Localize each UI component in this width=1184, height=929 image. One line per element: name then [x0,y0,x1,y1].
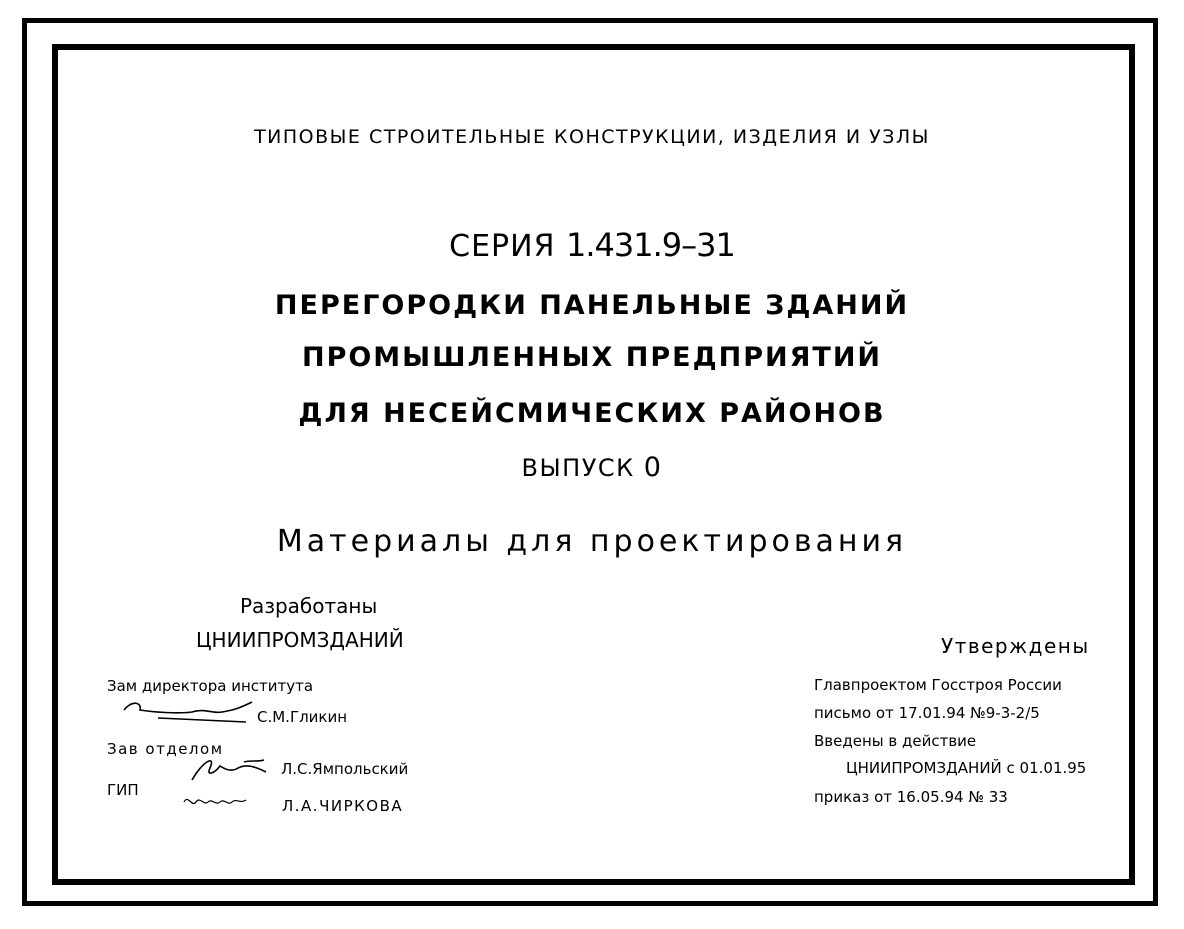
title-line-3: ДЛЯ НЕСЕЙСМИЧЕСКИХ РАЙОНОВ [298,398,886,429]
approval-line-3: Введены в действие [814,732,977,750]
department-head-signature [184,752,276,784]
deputy-director-name: С.М.Гликин [257,708,348,726]
chief-engineer-signature [180,792,250,814]
series-label: СЕРИЯ [449,229,556,264]
chief-engineer-title: ГИП [107,781,139,799]
approval-line-1: Главпроектом Госстроя России [814,676,1062,694]
issue-heading [0,452,1184,483]
deputy-director-title: Зам директора института [107,677,314,695]
developer-organization: ЦНИИПРОМЗДАНИЙ [196,628,404,652]
issue-label: ВЫПУСК [521,454,635,482]
deputy-director-signature [118,698,258,724]
developed-label: Разработаны [240,594,378,618]
approval-line-5: приказ от 16.05.94 № 33 [814,788,1008,806]
series-number: 1.431.9–31 [565,226,735,264]
document-category: ТИПОВЫЕ СТРОИТЕЛЬНЫЕ КОНСТРУКЦИИ, ИЗДЕЛИЯ И УЗЛЫ [254,126,930,148]
approval-line-4: ЦНИИПРОМЗДАНИЙ с 01.01.95 [846,759,1087,777]
chief-engineer-name: Л.А.ЧИРКОВА [282,797,404,815]
approved-label: Утверждены [941,634,1090,658]
title-line-1: ПЕРЕГОРОДКИ ПАНЕЛЬНЫЕ ЗДАНИЙ [274,290,910,321]
department-head-name: Л.С.Ямпольский [281,760,409,778]
department-head-title: Зав отделом [107,740,224,758]
series-heading [0,226,1184,264]
issue-number: 0 [643,452,663,483]
document-subtitle: Материалы для проектирования [276,524,908,559]
approval-line-2: письмо от 17.01.94 №9-3-2/5 [814,704,1040,722]
title-line-2: ПРОМЫШЛЕННЫХ ПРЕДПРИЯТИЙ [301,342,883,373]
